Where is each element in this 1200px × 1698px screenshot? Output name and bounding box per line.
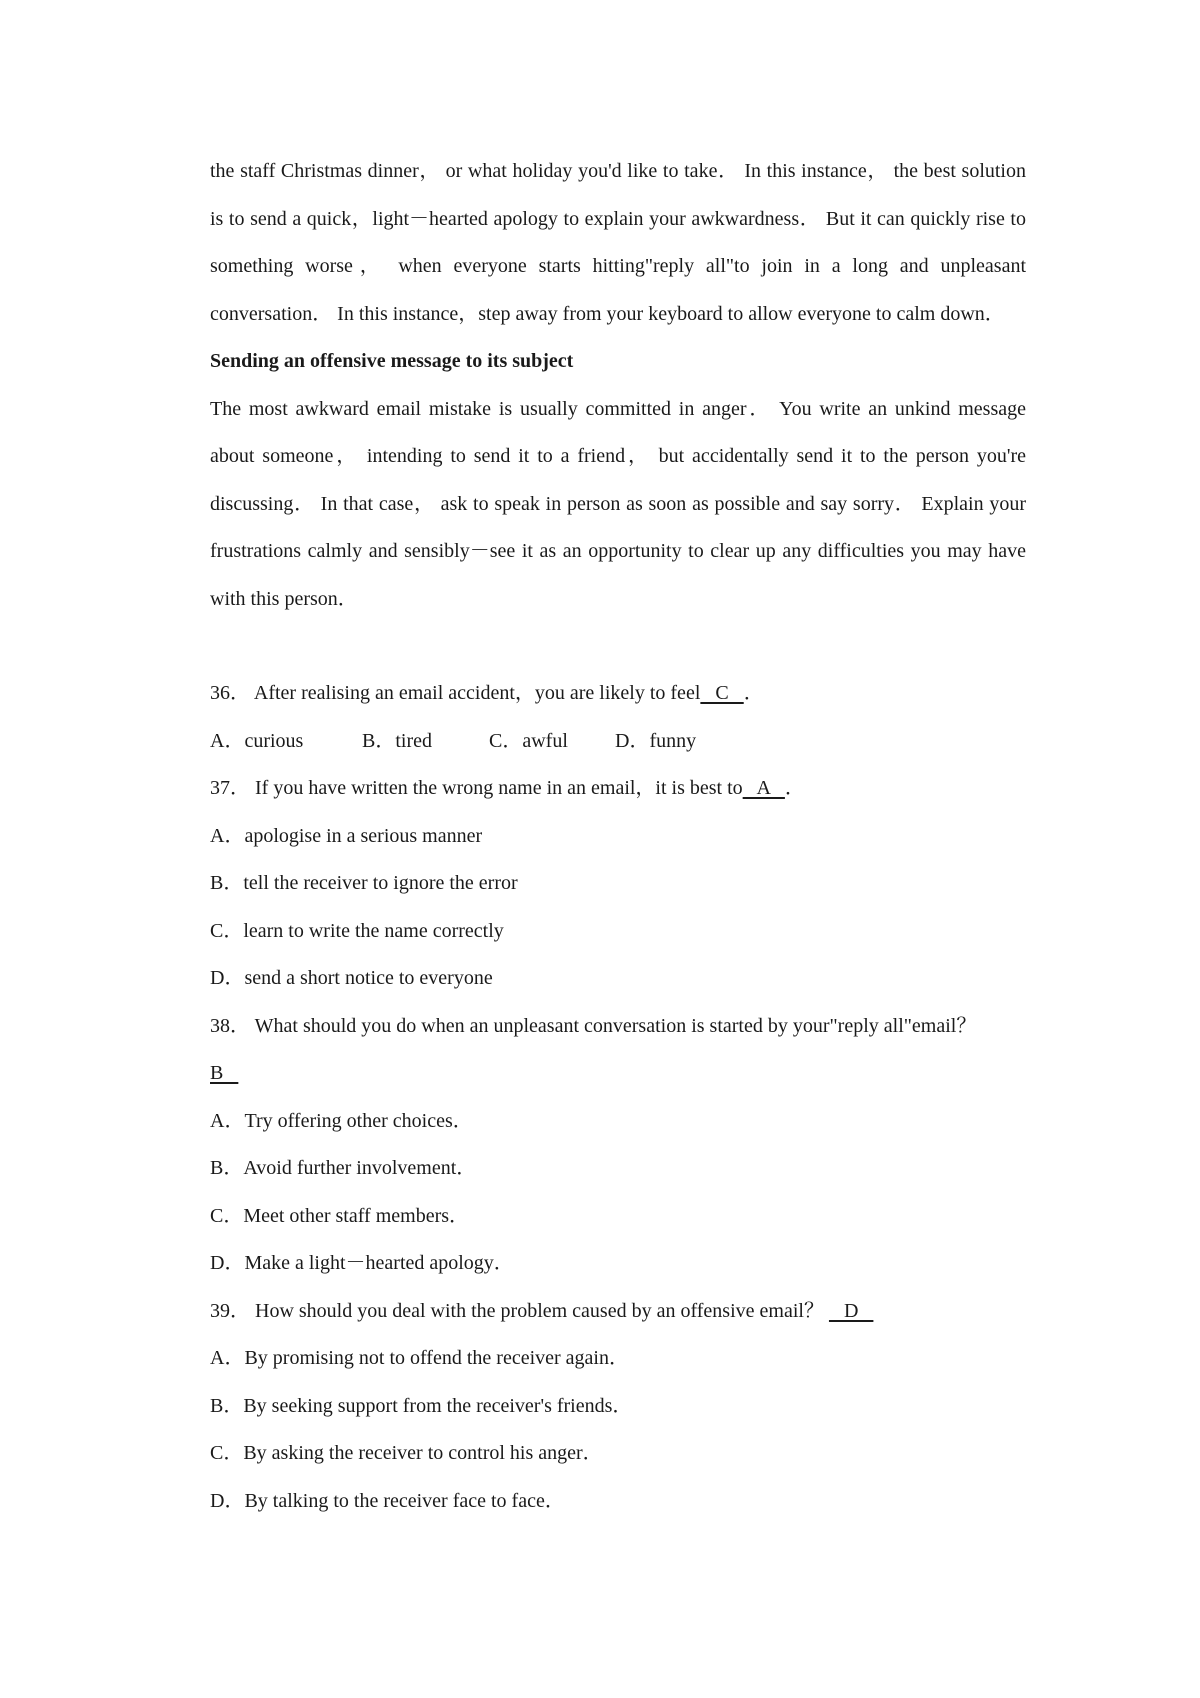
question-37-answer: A <box>742 777 785 799</box>
question-36-answer: C <box>700 682 744 704</box>
question-38-option-c: C．Meet other staff members． <box>210 1204 470 1227</box>
question-37-option-c: C．learn to write the name correctly <box>210 919 504 942</box>
question-36-option-d: D．funny <box>615 729 697 752</box>
passage-paragraph-2: The most awkward email mistake is usually committed in anger． You write an unkind message about someone， intending to send it to a friend， but accidentally send it to the person you're discussing． In that case， ask to speak in person as soon as possible and say sorry． Explain your frustrations calmly and sensibly－see it as an opportunity to clear up any difficulties you may have with this person． <box>210 397 1026 610</box>
question-36 <box>210 670 1026 718</box>
question-36-option-b: B．tired <box>362 729 432 752</box>
section-heading: Sending an offensive message to its subject <box>210 350 574 372</box>
question-37 <box>210 765 1026 813</box>
question-36-stem: 36． After realising an email accident，you are likely to feel <box>210 682 701 704</box>
question-36-end: ． <box>743 682 764 704</box>
question-37-option-b: B．tell the receiver to ignore the error <box>210 872 518 894</box>
question-38-option-b: B．Avoid further involvement． <box>210 1157 477 1179</box>
question-39-option-b: B．By seeking support from the receiver's friends． <box>210 1394 633 1417</box>
question-36-option-c: C．awful <box>489 729 568 752</box>
question-39-answer: D <box>828 1299 874 1322</box>
question-38-stem: 38． What should you do when an unpleasant conversation is started by your"reply all"email？ <box>210 1014 977 1037</box>
passage-paragraph-1: the staff Christmas dinner， or what holiday you'd like to take． In this instance， the best solution is to send a quick，light－hearted apology to explain your awkwardness． But it can quickly rise to something worse， when everyone starts hitting"reply all"to join in a long and unpleasant conversation． In this instance，step away from your keyboard to allow everyone to calm down． <box>210 160 1026 325</box>
question-39 <box>210 1288 1026 1336</box>
question-39-stem: 39． How should you deal with the problem caused by an offensive email？ <box>210 1299 829 1322</box>
question-38-answer: B <box>210 1062 239 1084</box>
question-36-option-a: A．curious <box>210 729 304 752</box>
spacer <box>210 623 1026 670</box>
question-38-option-a: A．Try offering other choices． <box>210 1109 473 1132</box>
question-37-end: ． <box>784 777 805 799</box>
question-39-option-c: C．By asking the receiver to control his anger． <box>210 1442 603 1464</box>
question-39-option-d: D．By talking to the receiver face to face． <box>210 1489 565 1512</box>
question-38-option-d: D．Make a light－hearted apology． <box>210 1252 514 1274</box>
question-36-options <box>210 718 1026 766</box>
document-page <box>210 148 1026 1525</box>
question-37-option-a: A．apologise in a serious manner <box>210 824 483 847</box>
question-37-option-d: D．send a short notice to everyone <box>210 967 493 989</box>
question-37-stem: 37． If you have written the wrong name in an email，it is best to <box>210 777 743 799</box>
question-39-option-a: A．By promising not to offend the receiver again． <box>210 1347 629 1369</box>
question-38-answer-line <box>210 1050 1026 1098</box>
